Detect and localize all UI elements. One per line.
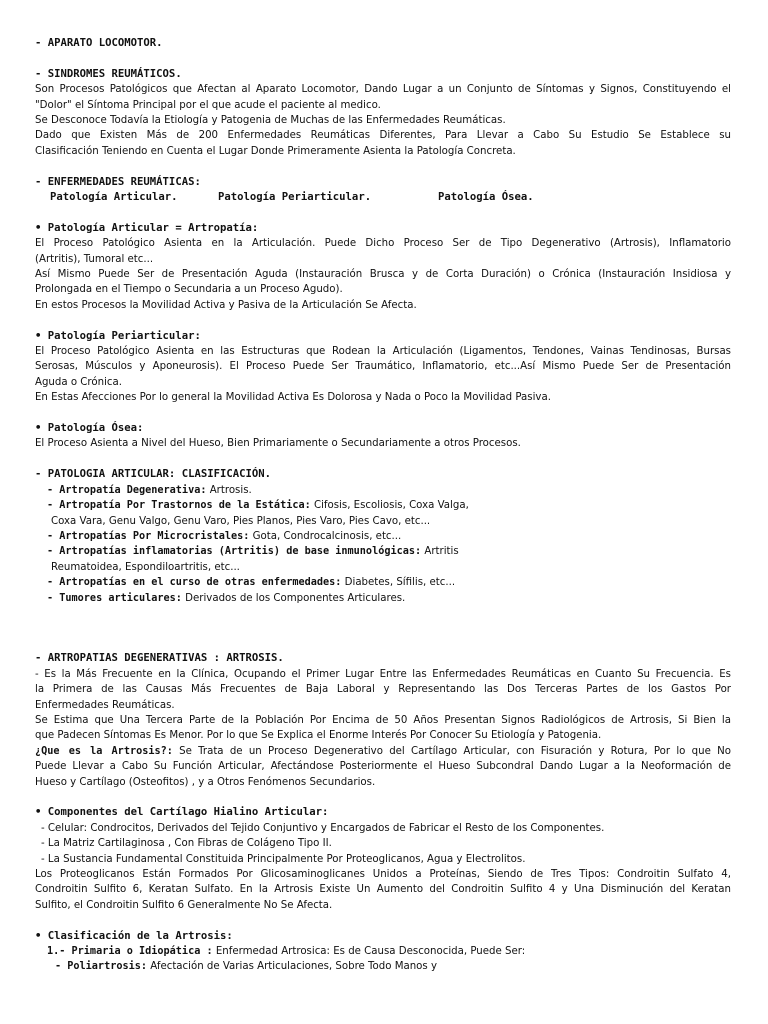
section-heading: • Patología Periarticular: (35, 329, 201, 342)
paragraph-line: Los Proteoglicanos Están Formados Por Glicosaminoglicanes Unidos a Proteínas, Siendo de Tres Tipos: Condroitin Sulfato 4, (35, 869, 731, 880)
paragraph-line: - Es la Más Frecuente en la Clínica, Ocupando el Primer Lugar Entre las Enfermedades Reumáticas en Cuanto Su Frecuencia. Es (35, 668, 731, 680)
paragraph-line: El Proceso Patológico Asienta en las Estructuras que Rodean la Articulación (Ligamentos, Tendones, Vainas Tendinosas, Bursas (35, 346, 731, 358)
list-item: - Artropatía Degenerativa: Artrosis. (47, 484, 252, 496)
section-heading: - PATOLOGIA ARTICULAR: CLASIFICACIÓN. (35, 468, 271, 481)
list-item-continuation: Coxa Vara, Genu Valgo, Genu Varo, Pies Planos, Pies Varo, Pies Cavo, etc... (51, 515, 431, 527)
paragraph-line: la Primera de las Causas Más Frecuentes de Baja Laboral y Representando las Dos Terceras Partes de los Gastos Por (35, 684, 731, 696)
list-item: - Tumores articulares: Derivados de los Componentes Articulares. (47, 592, 406, 604)
paragraph-line: En estos Procesos la Movilidad Activa y Pasiva de la Articulación Se Afecta. (35, 299, 417, 311)
list-item: - Celular: Condrocitos, Derivados del Tejido Conjuntivo y Encargados de Fabricar el Resto de los Componentes. (41, 822, 605, 834)
category-osea: Patología Ósea. (438, 191, 534, 204)
category-articular: Patología Articular. (50, 191, 178, 204)
list-item: 1.- Primaria o Idiopática : Enfermedad Artrosica: Es de Causa Desconocida, Puede Ser: (47, 946, 526, 958)
paragraph-line: Aguda o Crónica. (35, 376, 122, 388)
list-item-continuation: Reumatoidea, Espondiloartritis, etc... (51, 561, 240, 573)
list-item: - La Sustancia Fundamental Constituida Principalmente Por Proteoglicanos, Agua y Electrolitos. (41, 853, 526, 865)
list-item: - Artropatías en el curso de otras enfermedades: Diabetes, Sífilis, etc... (47, 577, 456, 589)
paragraph-line: El Proceso Patológico Asienta en la Articulación. Puede Dicho Proceso Ser de Tipo Degenerativo (Artrosis), Inflamatorio (35, 238, 731, 250)
paragraph-line: Clasificación Teniendo en Cuenta el Lugar Donde Primeramente Asienta la Patología Concreta. (35, 145, 516, 157)
list-item: - Artropatía Por Trastornos de la Estática: Cifosis, Escoliosis, Coxa Valga, (47, 500, 469, 512)
document-page (35, 36, 731, 975)
paragraph-line: que Padecen Síntomas Es Menor. Por lo que Se Explica el Enorme Interés Por Conocer Su Etiología y Patogenia. (35, 730, 602, 742)
paragraph-line: (Artritis), Tumoral etc... (35, 253, 154, 265)
list-item: - La Matriz Cartilaginosa , Con Fibras de Colágeno Tipo II. (41, 838, 332, 850)
section-heading: • Clasificación de la Artrosis: (35, 929, 233, 942)
paragraph-line: Se Estima que Una Tercera Parte de la Población Por Encima de 50 Años Presentan Signos Radiológicos de Artrosis, Si Bien la (35, 714, 731, 726)
paragraph-line: Dado que Existen Más de 200 Enfermedades Reumáticas Diferentes, Para Llevar a Cabo Su Estudio Se Establece su (35, 130, 731, 142)
paragraph-line: Sulfito, el Condroitin Sulfito 6 Generalmente No Se Afecta. (35, 899, 333, 911)
section-heading: • Componentes del Cartílago Hialino Articular: (35, 806, 329, 819)
section-heading: - ENFERMEDADES REUMÁTICAS: (35, 175, 201, 188)
paragraph-line: "Dolor" el Síntoma Principal por el que acude el paciente al medico. (35, 99, 381, 111)
paragraph-line: ¿Que es la Artrosis?: Se Trata de un Proceso Degenerativo del Cartílago Articular, con Fisuración y Rotura, Por lo que No (35, 745, 731, 757)
paragraph-line: Serosas, Músculos y Aponeurosis). El Proceso Puede Ser Traumático, Inflamatorio, etc...Así Mismo Puede Ser de Presentación (35, 361, 731, 373)
paragraph-line: Enfermedades Reumáticas. (35, 699, 175, 711)
paragraph-line: Hueso y Cartílago (Osteofitos) , y a Otros Fenómenos Secundarios. (35, 776, 376, 788)
paragraph-line: En Estas Afecciones Por lo general la Movilidad Activa Es Dolorosa y Nada o Poco la Movilidad Pasiva. (35, 392, 551, 404)
paragraph-line: Son Procesos Patológicos que Afectan al Aparato Locomotor, Dando Lugar a un Conjunto de Síntomas y Signos, Constituyendo el (35, 84, 731, 96)
paragraph-line: Así Mismo Puede Ser de Presentación Aguda (Instauración Brusca y de Corta Duración) o Crónica (Instauración Insidiosa y (35, 269, 731, 281)
section-heading: • Patología Articular = Artropatía: (35, 221, 259, 234)
doc-title: - APARATO LOCOMOTOR. (35, 37, 163, 49)
list-item: - Artropatías Por Microcristales: Gota, Condrocalcinosis, etc... (47, 530, 402, 542)
paragraph-line: Prolongada en el Tiempo o Secundaria a un Proceso Agudo). (35, 284, 343, 296)
section-heading: • Patología Ósea: (35, 422, 144, 435)
list-item: - Artropatías inflamatorias (Artritis) de base inmunológicas: Artritis (47, 546, 459, 558)
category-periarticular: Patología Periarticular. (218, 191, 372, 204)
paragraph-line: Condroitin Sulfito 6, Keratan Sulfato. En la Artrosis Existe Un Aumento del Condroitin Sulfito 4 y Una Disminución del Keratan (35, 884, 731, 896)
list-item: - Poliartrosis: Afectación de Varias Articulaciones, Sobre Todo Manos y (55, 961, 437, 973)
paragraph-line: Se Desconoce Todavía la Etiología y Patogenia de Muchas de las Enfermedades Reumáticas. (35, 115, 506, 127)
paragraph-line: Puede Llevar a Cabo Su Función Articular, Afectándose Posteriormente el Hueso Subcondral Dando Lugar a la Neoformación de (35, 761, 731, 773)
section-heading: - SINDROMES REUMÁTICOS. (35, 67, 182, 80)
section-heading: - ARTROPATIAS DEGENERATIVAS : ARTROSIS. (35, 652, 284, 665)
category-row (35, 190, 731, 205)
paragraph-line: El Proceso Asienta a Nivel del Hueso, Bien Primariamente o Secundariamente a otros Procesos. (35, 438, 521, 450)
